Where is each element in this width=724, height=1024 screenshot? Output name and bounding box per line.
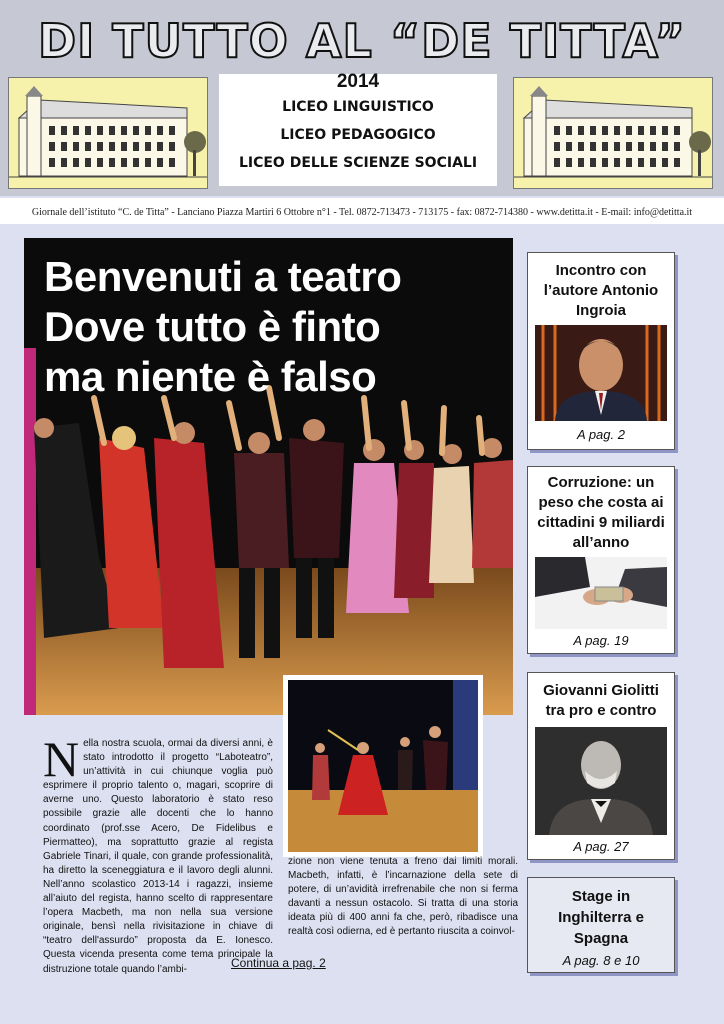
issue-year: 2014	[336, 71, 380, 92]
liceo-scienze-sociali: LICEO DELLE SCIENZE SOCIALI	[238, 155, 478, 171]
article-column-1	[43, 731, 273, 977]
stage-photo-secondary	[283, 675, 483, 857]
article-column-2	[288, 855, 518, 940]
sidebar-page-corruzione: A pag. 19	[573, 633, 629, 648]
sidebar-page-giolitti: A pag. 27	[573, 839, 629, 854]
sidebar-box-stage[interactable]	[527, 877, 675, 973]
sidebar-title-ingroia: Incontro con l’autore Antonio Ingroia	[543, 262, 659, 319]
newspaper-title: DI TUTTO AL “DE TITTA”	[37, 14, 687, 68]
liceo-linguistico: LICEO LINGUISTICO	[282, 99, 434, 115]
sidebar-box-corruzione[interactable]	[527, 466, 675, 654]
sidebar-title-corruzione: Corruzione: un peso che costa ai cittadini 9 miliardi all’anno	[537, 474, 665, 551]
headline	[44, 252, 504, 402]
masthead	[0, 0, 724, 196]
school-contact-info: Giornale dell’istituto “C. de Titta” - Lanciano Piazza Martiri 6 Ottobre n°1 - Tel. 0872-713473 - 713175 - fax: 0872-714380 - www.detitta.it - E-mail: info@detitta.it	[0, 198, 724, 224]
article-text-col1: ella nostra scuola, ormai da diversi anni, è stato introdotto il progetto “Laboteatro”, un’attività in cui chiunque voglia può esprimere il proprio talento o, magari, scoprire di averne uno. Questo laboratorio è stato reso possibile grazie alle docenti che lo hanno coordinato (prof.sse Acero, De Fidelibus e Piermatteo), ma soprattutto grazie al regista Gabriele Tinari, il quale, con grande professionalità, ha diretto la sceneggiatura e il lavoro degli alunni. Nell’anno scolastico 2013-14 i ragazzi, insieme all’aiuto del regista, hanno scelto di rappresentare l’opera Macbeth, ma non nella sua versione originale, bensì nella rivisitazione in chiave di “teatro dell'assurdo” proposta da E. Ionesco. Questa vicenda presenta come tema principale la distruzione totale quando l’ambi-	[43, 738, 273, 975]
school-building-illustration-right	[513, 77, 713, 189]
article-text-col2: zione non viene tenuta a freno dai limiti morali. Macbeth, infatti, è l’incarnazione della sete di potere, di un’avidità irrefrenabile che non si ferma davanti a nessun ostacolo. Si tratta di una storia ideata più di 400 anni fa che, però, ribadisce una realtà così odierna, ed è pertanto riuscita a coinvol-	[288, 856, 518, 938]
headline-line-2: Dove tutto è finto	[44, 303, 381, 350]
portrait-ingroia	[535, 325, 667, 421]
continue-link[interactable]: Continua a pag. 2	[231, 956, 326, 970]
sidebar-page-ingroia: A pag. 2	[577, 427, 625, 442]
sidebar-box-ingroia[interactable]	[527, 252, 675, 450]
sidebar-box-giolitti[interactable]	[527, 672, 675, 860]
image-money-handover	[535, 557, 667, 629]
sidebar-page-stage: A pag. 8 e 10	[562, 953, 640, 968]
article-dropcap: N	[43, 731, 80, 787]
liceo-pedagogico: LICEO PEDAGOGICO	[280, 127, 436, 143]
headline-line-1: Benvenuti a teatro	[44, 253, 402, 300]
hero-photo-theatre	[24, 238, 513, 715]
school-branches-box	[219, 71, 497, 186]
sidebar-title-stage: Stage in Inghilterra e Spagna	[558, 888, 644, 947]
school-building-illustration-left	[8, 77, 208, 189]
portrait-giolitti	[535, 727, 667, 835]
headline-line-3: ma niente è falso	[44, 353, 377, 400]
sidebar-title-giolitti: Giovanni Giolitti tra pro e contro	[543, 682, 659, 719]
